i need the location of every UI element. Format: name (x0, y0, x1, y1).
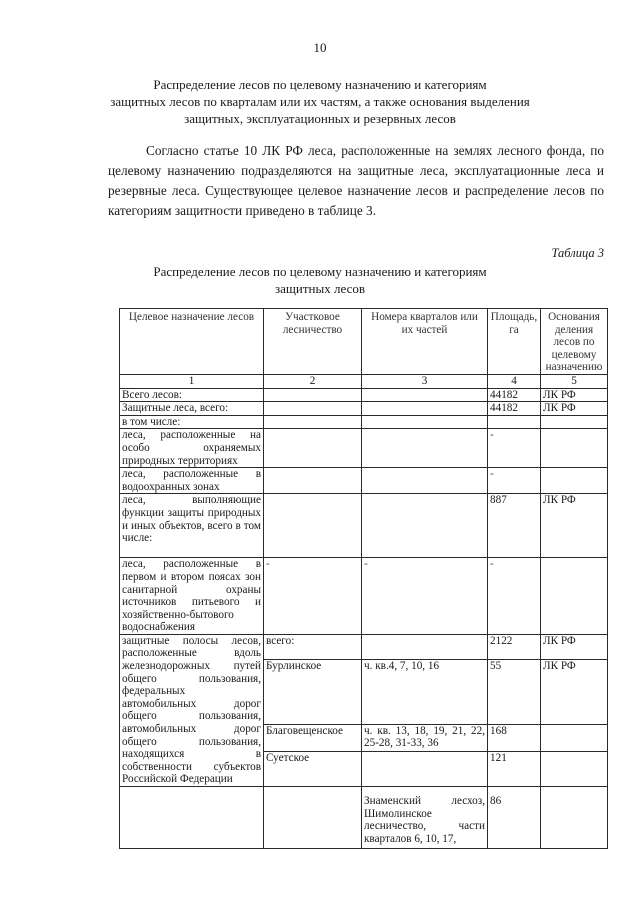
cell-quarters (362, 494, 488, 558)
cell-district: Благовещенское (264, 724, 362, 751)
cell-district (264, 787, 362, 849)
cell-area: - (488, 468, 541, 494)
column-number-row (120, 374, 608, 388)
table-row-znamensky (120, 787, 608, 849)
section-heading (90, 76, 550, 127)
header-basis: Основания деления лесов по целевому назначению (541, 309, 608, 375)
table-row-strips-total (120, 634, 608, 659)
cell-purpose-strips: защитные полосы лесов, расположенные вдоль железнодорожных путей общего пользования, федеральных автомобильных дорог общего пользования, автомобильных дорог общего пользования, находящихся в собственности субъектов Российской Федерации (120, 634, 264, 786)
table-row-including (120, 415, 608, 429)
cell-quarters: - (362, 558, 488, 635)
cell-area: - (488, 429, 541, 468)
col-number: 2 (264, 374, 362, 388)
cell-district (264, 494, 362, 558)
cell-basis: ЛК РФ (541, 634, 608, 659)
intro-paragraph-block (108, 141, 604, 221)
forest-distribution-table-wrap (119, 308, 607, 849)
cell-district (264, 402, 362, 416)
col-number: 4 (488, 374, 541, 388)
header-area: Площадь, га (488, 309, 541, 375)
table-title-line: защитных лесов (275, 281, 365, 296)
cell-quarters (362, 751, 488, 786)
header-quarters: Номера кварталов или их частей (362, 309, 488, 375)
cell-purpose: леса, расположенные в первом и втором поясах зон санитарной охраны источников питьевого и хозяйственно-бытового водоснабжения (120, 558, 264, 635)
cell-district: Суетское (264, 751, 362, 786)
cell-basis (541, 558, 608, 635)
cell-area: 2122 (488, 634, 541, 659)
cell-area: 121 (488, 751, 541, 786)
cell-purpose: в том числе: (120, 415, 264, 429)
forest-distribution-table (119, 308, 608, 849)
cell-basis (541, 415, 608, 429)
table-row-total (120, 388, 608, 402)
cell-purpose: леса, расположенные на особо охраняемых природных территориях (120, 429, 264, 468)
section-heading-line: защитных лесов по кварталам или их частям, а также основания выделения (110, 94, 530, 109)
cell-district: всего: (264, 634, 362, 659)
cell-basis: ЛК РФ (541, 388, 608, 402)
cell-purpose (120, 787, 264, 849)
cell-purpose: леса, выполняющие функции защиты природных и иных объектов, всего в том числе: (120, 494, 264, 558)
cell-district: - (264, 558, 362, 635)
table-row-protective-functions (120, 494, 608, 558)
cell-quarters (362, 415, 488, 429)
cell-district (264, 415, 362, 429)
cell-basis (541, 468, 608, 494)
section-heading-line: защитных, эксплуатационных и резервных лесов (184, 111, 456, 126)
cell-quarters (362, 388, 488, 402)
cell-basis: ЛК РФ (541, 494, 608, 558)
table-row-water-zones (120, 468, 608, 494)
cell-district (264, 388, 362, 402)
cell-purpose: Всего лесов: (120, 388, 264, 402)
header-district: Участковое лесничество (264, 309, 362, 375)
table-row-natural-areas (120, 429, 608, 468)
cell-basis: ЛК РФ (541, 660, 608, 724)
col-number: 1 (120, 374, 264, 388)
table-header-row (120, 309, 608, 375)
cell-purpose: Защитные леса, всего: (120, 402, 264, 416)
cell-district: Бурлинское (264, 660, 362, 724)
cell-quarters (362, 468, 488, 494)
cell-area: 887 (488, 494, 541, 558)
cell-area: 86 (488, 787, 541, 849)
table-row-protective (120, 402, 608, 416)
page-number: 10 (313, 40, 327, 55)
cell-basis: ЛК РФ (541, 402, 608, 416)
table-label: Таблица 3 (551, 246, 604, 260)
section-heading-line: Распределение лесов по целевому назначению и категориям (153, 77, 487, 92)
cell-district (264, 468, 362, 494)
cell-district (264, 429, 362, 468)
cell-quarters (362, 429, 488, 468)
cell-purpose: леса, расположенные в водоохранных зонах (120, 468, 264, 494)
cell-area: 44182 (488, 402, 541, 416)
cell-basis (541, 724, 608, 751)
cell-area (488, 415, 541, 429)
cell-basis (541, 429, 608, 468)
cell-area: 168 (488, 724, 541, 751)
col-number: 5 (541, 374, 608, 388)
cell-area: 55 (488, 660, 541, 724)
cell-area: - (488, 558, 541, 635)
header-purpose: Целевое назначение лесов (120, 309, 264, 375)
cell-quarters: ч. кв. 13, 18, 19, 21, 22, 25-28, 31-33, 36 (362, 724, 488, 751)
cell-quarters (362, 402, 488, 416)
table-title (90, 263, 550, 297)
cell-basis (541, 751, 608, 786)
cell-area: 44182 (488, 388, 541, 402)
table-title-line: Распределение лесов по целевому назначению и категориям (153, 264, 487, 279)
table-row-sanitary-zones (120, 558, 608, 635)
cell-quarters (362, 634, 488, 659)
cell-quarters: Знаменский лесхоз, Шимолинское лесничество, части кварталов 6, 10, 17, (362, 787, 488, 849)
cell-quarters: ч. кв.4, 7, 10, 16 (362, 660, 488, 724)
col-number: 3 (362, 374, 488, 388)
intro-paragraph: Согласно статье 10 ЛК РФ леса, расположенные на землях лесного фонда, по целевому назначению подразделяются на защитные леса, эксплуатационные леса и резервные леса. Существующее целевое назначение лесов и распределение лесов по категориям защитности приведено в таблице 3. (108, 143, 604, 218)
cell-basis (541, 787, 608, 849)
